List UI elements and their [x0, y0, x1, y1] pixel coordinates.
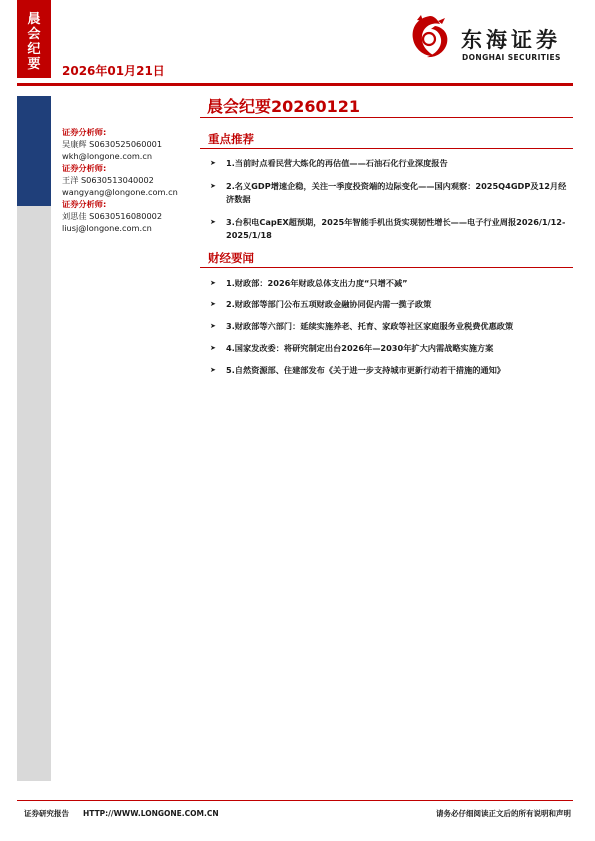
section-heading-news: 财经要闻	[208, 251, 254, 265]
side-tab	[17, 0, 51, 78]
analyst-name-id: 王洋 S0630513040002	[62, 175, 154, 185]
bullet-arrow-icon: ➤	[210, 218, 216, 226]
list-item-text: 2.名义GDP增速企稳，关注一季度投资端的边际变化——国内观察：2025Q4GDP及12月经济数据	[226, 181, 567, 204]
list-item[interactable]	[210, 180, 572, 206]
list-item[interactable]	[210, 157, 572, 170]
list-item-text: 3.财政部等六部门：延续实施养老、托育、家政等社区家庭服务业税费优惠政策	[226, 321, 514, 331]
analyst-email[interactable]: liusj@longone.com.cn	[62, 223, 152, 233]
logo-name-en: DONGHAI SECURITIES	[462, 53, 561, 62]
analyst-email[interactable]: wkh@longone.com.cn	[62, 151, 153, 161]
left-sidebar-bar	[17, 206, 51, 781]
footer-disclaimer: 请务必仔细阅读正文后的所有说明和声明	[436, 809, 571, 818]
list-item[interactable]	[210, 216, 572, 242]
bullet-arrow-icon: ➤	[210, 300, 216, 308]
analyst-entry	[62, 126, 202, 162]
dragon-logo-icon	[405, 12, 455, 62]
footer-left	[24, 808, 219, 819]
list-item-text: 4.国家发改委：将研究制定出台2026年—2030年扩大内需战略实施方案	[226, 343, 494, 353]
list-item[interactable]	[210, 364, 572, 377]
list-item[interactable]	[210, 342, 572, 355]
bullet-arrow-icon: ➤	[210, 159, 216, 167]
analyst-name-id: 吴康辉 S0630525060001	[62, 139, 163, 149]
section-heading-recommend: 重点推荐	[208, 132, 254, 146]
title-divider	[200, 117, 573, 118]
list-item-text: 2.财政部等部门公布五项财政金融协同促内需一揽子政策	[226, 299, 432, 309]
list-item-text: 1.财政部：2026年财政总体支出力度“只增不减”	[226, 278, 408, 288]
side-tab-label: 晨 会 纪 要	[27, 12, 41, 72]
list-item-text: 1.当前时点看民营大炼化的再估值——石油石化行业深度报告	[226, 158, 448, 168]
list-item-text: 5.自然资源部、住建部发布《关于进一步支持城市更新行动若干措施的通知》	[226, 365, 505, 375]
analyst-email[interactable]: wangyang@longone.com.cn	[62, 187, 178, 197]
bullet-arrow-icon: ➤	[210, 182, 216, 190]
analyst-heading: 证券分析师:	[62, 199, 107, 209]
page-title: 晨会纪要20260121	[207, 97, 361, 116]
list-item[interactable]	[210, 277, 572, 290]
analyst-entry	[62, 162, 202, 198]
logo-name-cn: 东海证券	[461, 28, 561, 52]
footer-divider	[17, 800, 573, 801]
list-item[interactable]	[210, 320, 572, 333]
analyst-list	[62, 126, 202, 234]
analyst-heading: 证券分析师:	[62, 127, 107, 137]
header-divider	[17, 83, 573, 86]
bullet-arrow-icon: ➤	[210, 279, 216, 287]
footer-label: 证券研究报告	[24, 809, 69, 818]
analyst-heading: 证券分析师:	[62, 163, 107, 173]
analyst-name-id: 刘思佳 S0630516080002	[62, 211, 163, 221]
analyst-entry	[62, 198, 202, 234]
report-date: 2026年01月21日	[62, 64, 165, 78]
bullet-arrow-icon: ➤	[210, 366, 216, 374]
bullet-arrow-icon: ➤	[210, 344, 216, 352]
list-item[interactable]	[210, 298, 572, 311]
section-divider	[200, 148, 573, 149]
list-item-text: 3.台积电CapEX超预期，2025年智能手机出货实现韧性增长——电子行业周报2026/1/12-2025/1/18	[226, 217, 566, 240]
footer-url-link[interactable]: HTTP://WWW.LONGONE.COM.CN	[83, 809, 219, 818]
company-logo	[405, 12, 575, 68]
section-divider	[200, 267, 573, 268]
bullet-arrow-icon: ➤	[210, 322, 216, 330]
left-accent-bar	[17, 96, 51, 206]
